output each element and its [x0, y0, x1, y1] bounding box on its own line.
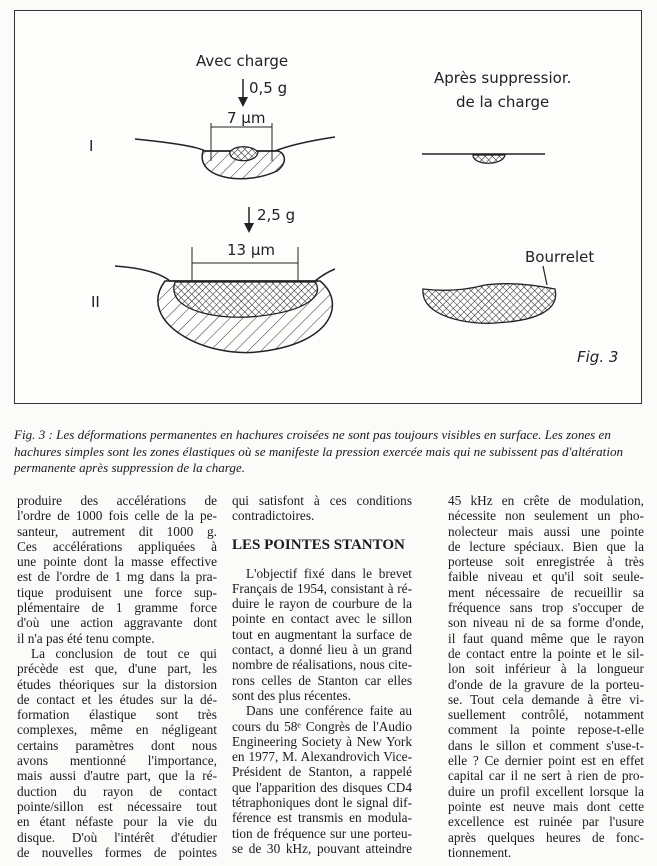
text-column-2: [232, 493, 412, 856]
deformation-diagram: [15, 11, 643, 405]
text-line: une pointe dont la masse effective: [17, 554, 217, 570]
text-line: Dans une conférence faite au: [246, 703, 412, 719]
text-line: ment nécessaire de recueillir sa: [448, 584, 644, 600]
text-line: comment la pointe repose-t-elle: [448, 722, 644, 738]
row-label-1: I: [89, 137, 94, 155]
figure-caption: Fig. 3 : Les déformations permanentes en hachures croisées ne sont pas toujours visibles en surface. Les zones en hachures simples sont les zones élastiques où se manifeste la pression exercée mais qui ne subissent pas d'altération permanente après suppression de la charge.: [14, 427, 624, 475]
text-line: nombre de réalisations, nous cite-: [232, 657, 412, 673]
text-line: pointe en contact avec le sillon: [232, 611, 412, 627]
text-line: suellement contrôlé, notamment: [448, 707, 644, 723]
load-arrow-1: [238, 79, 248, 107]
text-line: Français de 1954, consistant à ré-: [232, 580, 412, 596]
text-line: contradictoires.: [232, 508, 315, 524]
text-line: après quelques heures de fonc-: [448, 829, 644, 845]
text-line: se. Tout cela demande à être vi-: [448, 691, 644, 707]
text-line: il n'a pas été tenu compte.: [17, 630, 155, 646]
text-line: Président de Stanton, a rappelé: [232, 764, 412, 780]
permanent-zone-1: [230, 147, 258, 161]
label-with-load: Avec charge: [196, 52, 289, 70]
text-line: santeur, autrement dit 1000 g.: [17, 523, 217, 539]
text-line: est de l'ordre de 1 mg dans la pra-: [17, 569, 217, 585]
text-line: complexes, même en négligeant: [17, 722, 217, 738]
text-column-3: [448, 493, 644, 860]
text-line: férence est transmis en modula-: [232, 810, 412, 826]
text-line: formation élastique sont très: [17, 707, 217, 723]
text-line: duire le rayon de courbure de la: [232, 596, 412, 612]
force-label-1: 0,5 g: [249, 79, 288, 97]
text-column-1: [17, 493, 217, 860]
load-arrow-2: [244, 207, 254, 233]
text-line: capital car il ne sert à rien de pro-: [448, 768, 644, 784]
text-line: certains paramètres dont nous: [17, 737, 217, 753]
text-line: de nouvelles formes de pointes: [17, 844, 217, 860]
text-line: mais aussi d'autre part, que la ré-: [17, 768, 217, 784]
label-after-removal-1: Après suppressior.: [434, 69, 572, 87]
text-line: rons celles de Stanton car elles: [232, 672, 412, 688]
text-line: d'où une action aggravante dont: [17, 615, 217, 631]
text-line: pointe est neuve mais dont cette: [448, 798, 644, 814]
text-line: dans le sillon et comment s'use-t-: [448, 737, 644, 753]
text-line: La conclusion de tout ce qui: [31, 645, 217, 661]
text-line: disque. D'où l'intérêt d'étudier: [17, 829, 217, 845]
text-line: tout en augmentant la surface de: [232, 626, 412, 642]
text-line: de lecture spéciaux. Bien que la: [448, 538, 644, 554]
text-line: 45 kHz en crête de modulation,: [448, 493, 644, 508]
permanent-zone-after-1: [473, 155, 505, 163]
text-line: contact, a donné lieu à un grand: [232, 642, 412, 658]
section-heading: LES POINTES STANTON: [232, 536, 405, 553]
text-line: cours du 58ᵉ Congrès de l'Audio: [232, 718, 412, 734]
text-line: tétraphoniques dont le signal dif-: [232, 795, 412, 811]
text-line: porteuse soit enregistrée à très: [448, 554, 644, 570]
text-line: pointe/sillon est nécessaire tout: [17, 798, 217, 814]
text-line: duction du rayon de contact: [17, 783, 217, 799]
force-label-2: 2,5 g: [257, 206, 296, 224]
text-line: en 1977, M. Alexandrovich Vice-: [232, 749, 412, 765]
figure-3: [14, 10, 642, 404]
text-line: que l'apparition des disques CD4: [232, 779, 412, 795]
row-label-2: II: [91, 293, 100, 311]
text-line: tionnement.: [448, 844, 512, 860]
text-line: avons mentionné l'importance,: [17, 753, 217, 769]
text-line: Engineering Society à New York: [232, 733, 412, 749]
text-line: sont des plus récentes.: [232, 687, 351, 703]
text-line: études théoriques sur la distorsion: [17, 676, 217, 692]
text-line: duire un profil excellent lorsque la: [448, 783, 644, 799]
permanent-zone-after-2: [423, 284, 556, 324]
text-line: nécessite non seulement un pho-: [448, 508, 644, 524]
text-line: de contact entre la pointe et le sil-: [448, 645, 644, 661]
text-line: faible niveau et qu'il soit seule-: [448, 569, 644, 585]
width-label-1: 7 µm: [227, 109, 266, 127]
text-line: produire des accélérations de: [17, 493, 217, 508]
text-line: elle ? Ce dernier point est en effet: [448, 753, 644, 769]
text-line: en étant néfaste pour la vie du: [17, 814, 217, 830]
text-line: précède est que, d'une part, les: [17, 661, 217, 677]
text-line: il faut quand même que le rayon: [448, 630, 644, 646]
width-label-2: 13 µm: [227, 241, 276, 259]
text-line: se de 30 kHz, pouvant atteindre: [232, 840, 412, 856]
text-line: Ces accélérations appliquées à: [17, 538, 217, 554]
text-line: d'onde de la gravure de la porteu-: [448, 676, 644, 692]
text-line: qui satisfont à ces conditions: [232, 493, 412, 508]
text-line: L'objectif fixé dans le brevet: [246, 565, 412, 581]
figure-number: Fig. 3: [577, 348, 619, 366]
text-line: nolecteur mais aussi une pointe: [448, 523, 644, 539]
text-line: excellence est ruinée par l'usure: [448, 814, 644, 830]
text-line: lon soit inférieur à la longueur: [448, 661, 644, 677]
text-line: de contact et les études sur la dé-: [17, 691, 217, 707]
text-line: fréquence sans trop s'occuper de: [448, 600, 644, 616]
text-line: tique produisent une force sup-: [17, 584, 217, 600]
text-line: l'ordre de 1000 fois celle de la pe-: [17, 508, 217, 524]
text-line: tion de fréquence sur une porteu-: [232, 825, 412, 841]
text-line: son niveau ni de sa forme d'onde,: [448, 615, 644, 631]
text-line: plémentaire de 1 gramme force: [17, 600, 217, 616]
label-after-removal-2: de la charge: [456, 93, 550, 111]
bourrelet-label: Bourrelet: [525, 248, 595, 266]
